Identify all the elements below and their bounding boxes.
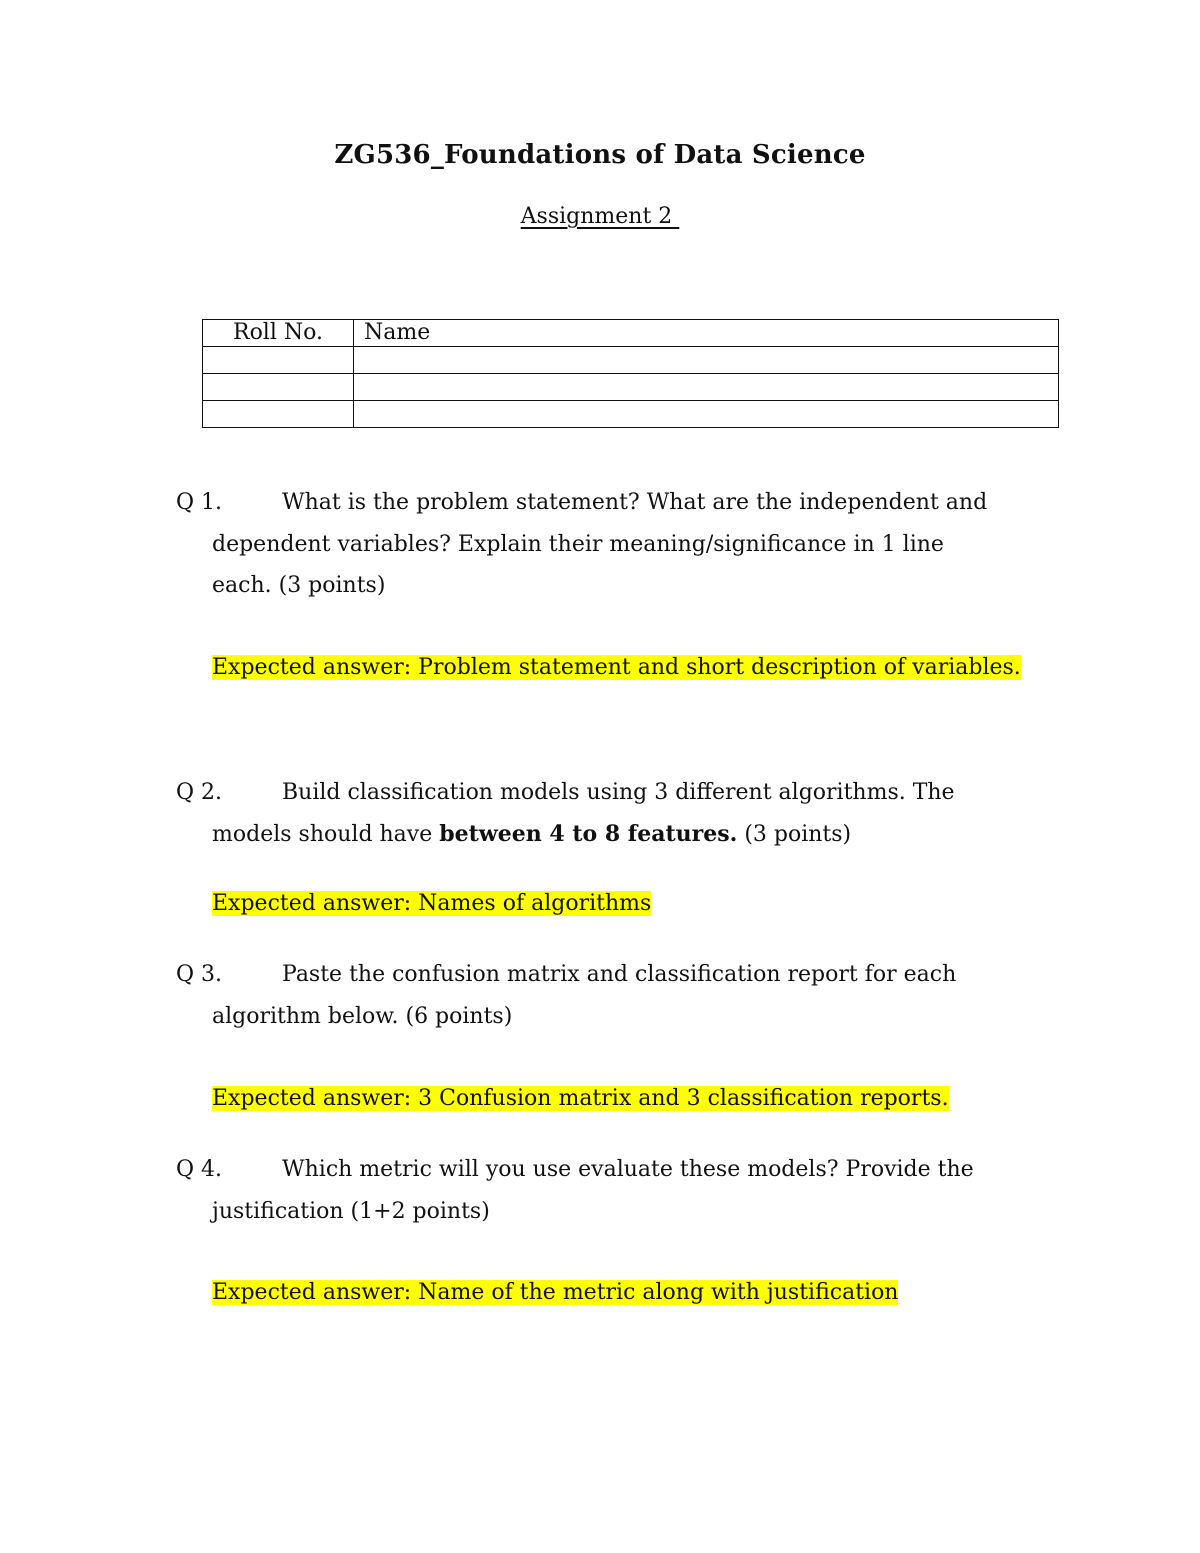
table-row (203, 374, 1059, 401)
question-continuation: each. (3 points) (212, 573, 386, 598)
question-number: Q 1. (176, 490, 223, 515)
table-row (203, 347, 1059, 374)
assignment-label: Assignment 2 (520, 204, 680, 229)
question-text: Which metric will you use evaluate these models? Provide the (282, 1157, 974, 1182)
question-2 (176, 772, 1056, 855)
question-number: Q 4. (176, 1157, 223, 1182)
question-number: Q 3. (176, 962, 223, 987)
answer-highlight: Expected answer: Names of algorithms (212, 891, 652, 916)
expected-answer-4 (212, 1272, 1032, 1314)
answer-highlight: Expected answer: 3 Confusion matrix and 3 classification reports. (212, 1086, 949, 1111)
document-title: ZG536_Foundations of Data Science (334, 140, 866, 170)
table-header-row (203, 320, 1059, 347)
question-text: What is the problem statement? What are the independent and (282, 490, 988, 515)
expected-answer-2 (212, 883, 1032, 925)
expected-answer-3 (212, 1078, 1032, 1120)
question-continuation: dependent variables? Explain their meaning/significance in 1 line (212, 531, 944, 557)
question-text: Paste the confusion matrix and classification report for each (282, 962, 957, 987)
answer-highlight: Expected answer: Problem statement and short description of variables. (212, 655, 1021, 680)
question-continuation: algorithm below. (6 points) (212, 1003, 513, 1029)
name-header: Name (354, 320, 1059, 347)
name-cell[interactable] (354, 374, 1059, 401)
roll-no-header: Roll No. (203, 320, 354, 347)
question-1 (176, 482, 1056, 607)
question-continuation: justification (1+2 points) (212, 1198, 490, 1224)
question-4 (176, 1149, 1056, 1232)
name-cell[interactable] (354, 401, 1059, 428)
question-3 (176, 954, 1056, 1037)
roll-no-cell[interactable] (203, 374, 354, 401)
table-row (203, 401, 1059, 428)
roll-name-table (202, 319, 1059, 428)
answer-highlight: Expected answer: Name of the metric along with justification (212, 1280, 899, 1305)
document-subtitle (0, 204, 1200, 229)
roll-no-cell[interactable] (203, 347, 354, 374)
feature-count-emphasis: between 4 to 8 features. (439, 820, 738, 847)
continuation-text: models should have (212, 821, 440, 847)
question-number: Q 2. (176, 780, 223, 805)
name-cell[interactable] (354, 347, 1059, 374)
expected-answer-1 (212, 647, 1032, 689)
points-text: (3 points) (737, 821, 852, 847)
question-text: Build classification models using 3 different algorithms. The (282, 780, 955, 805)
question-continuation (176, 814, 1056, 856)
roll-no-cell[interactable] (203, 401, 354, 428)
